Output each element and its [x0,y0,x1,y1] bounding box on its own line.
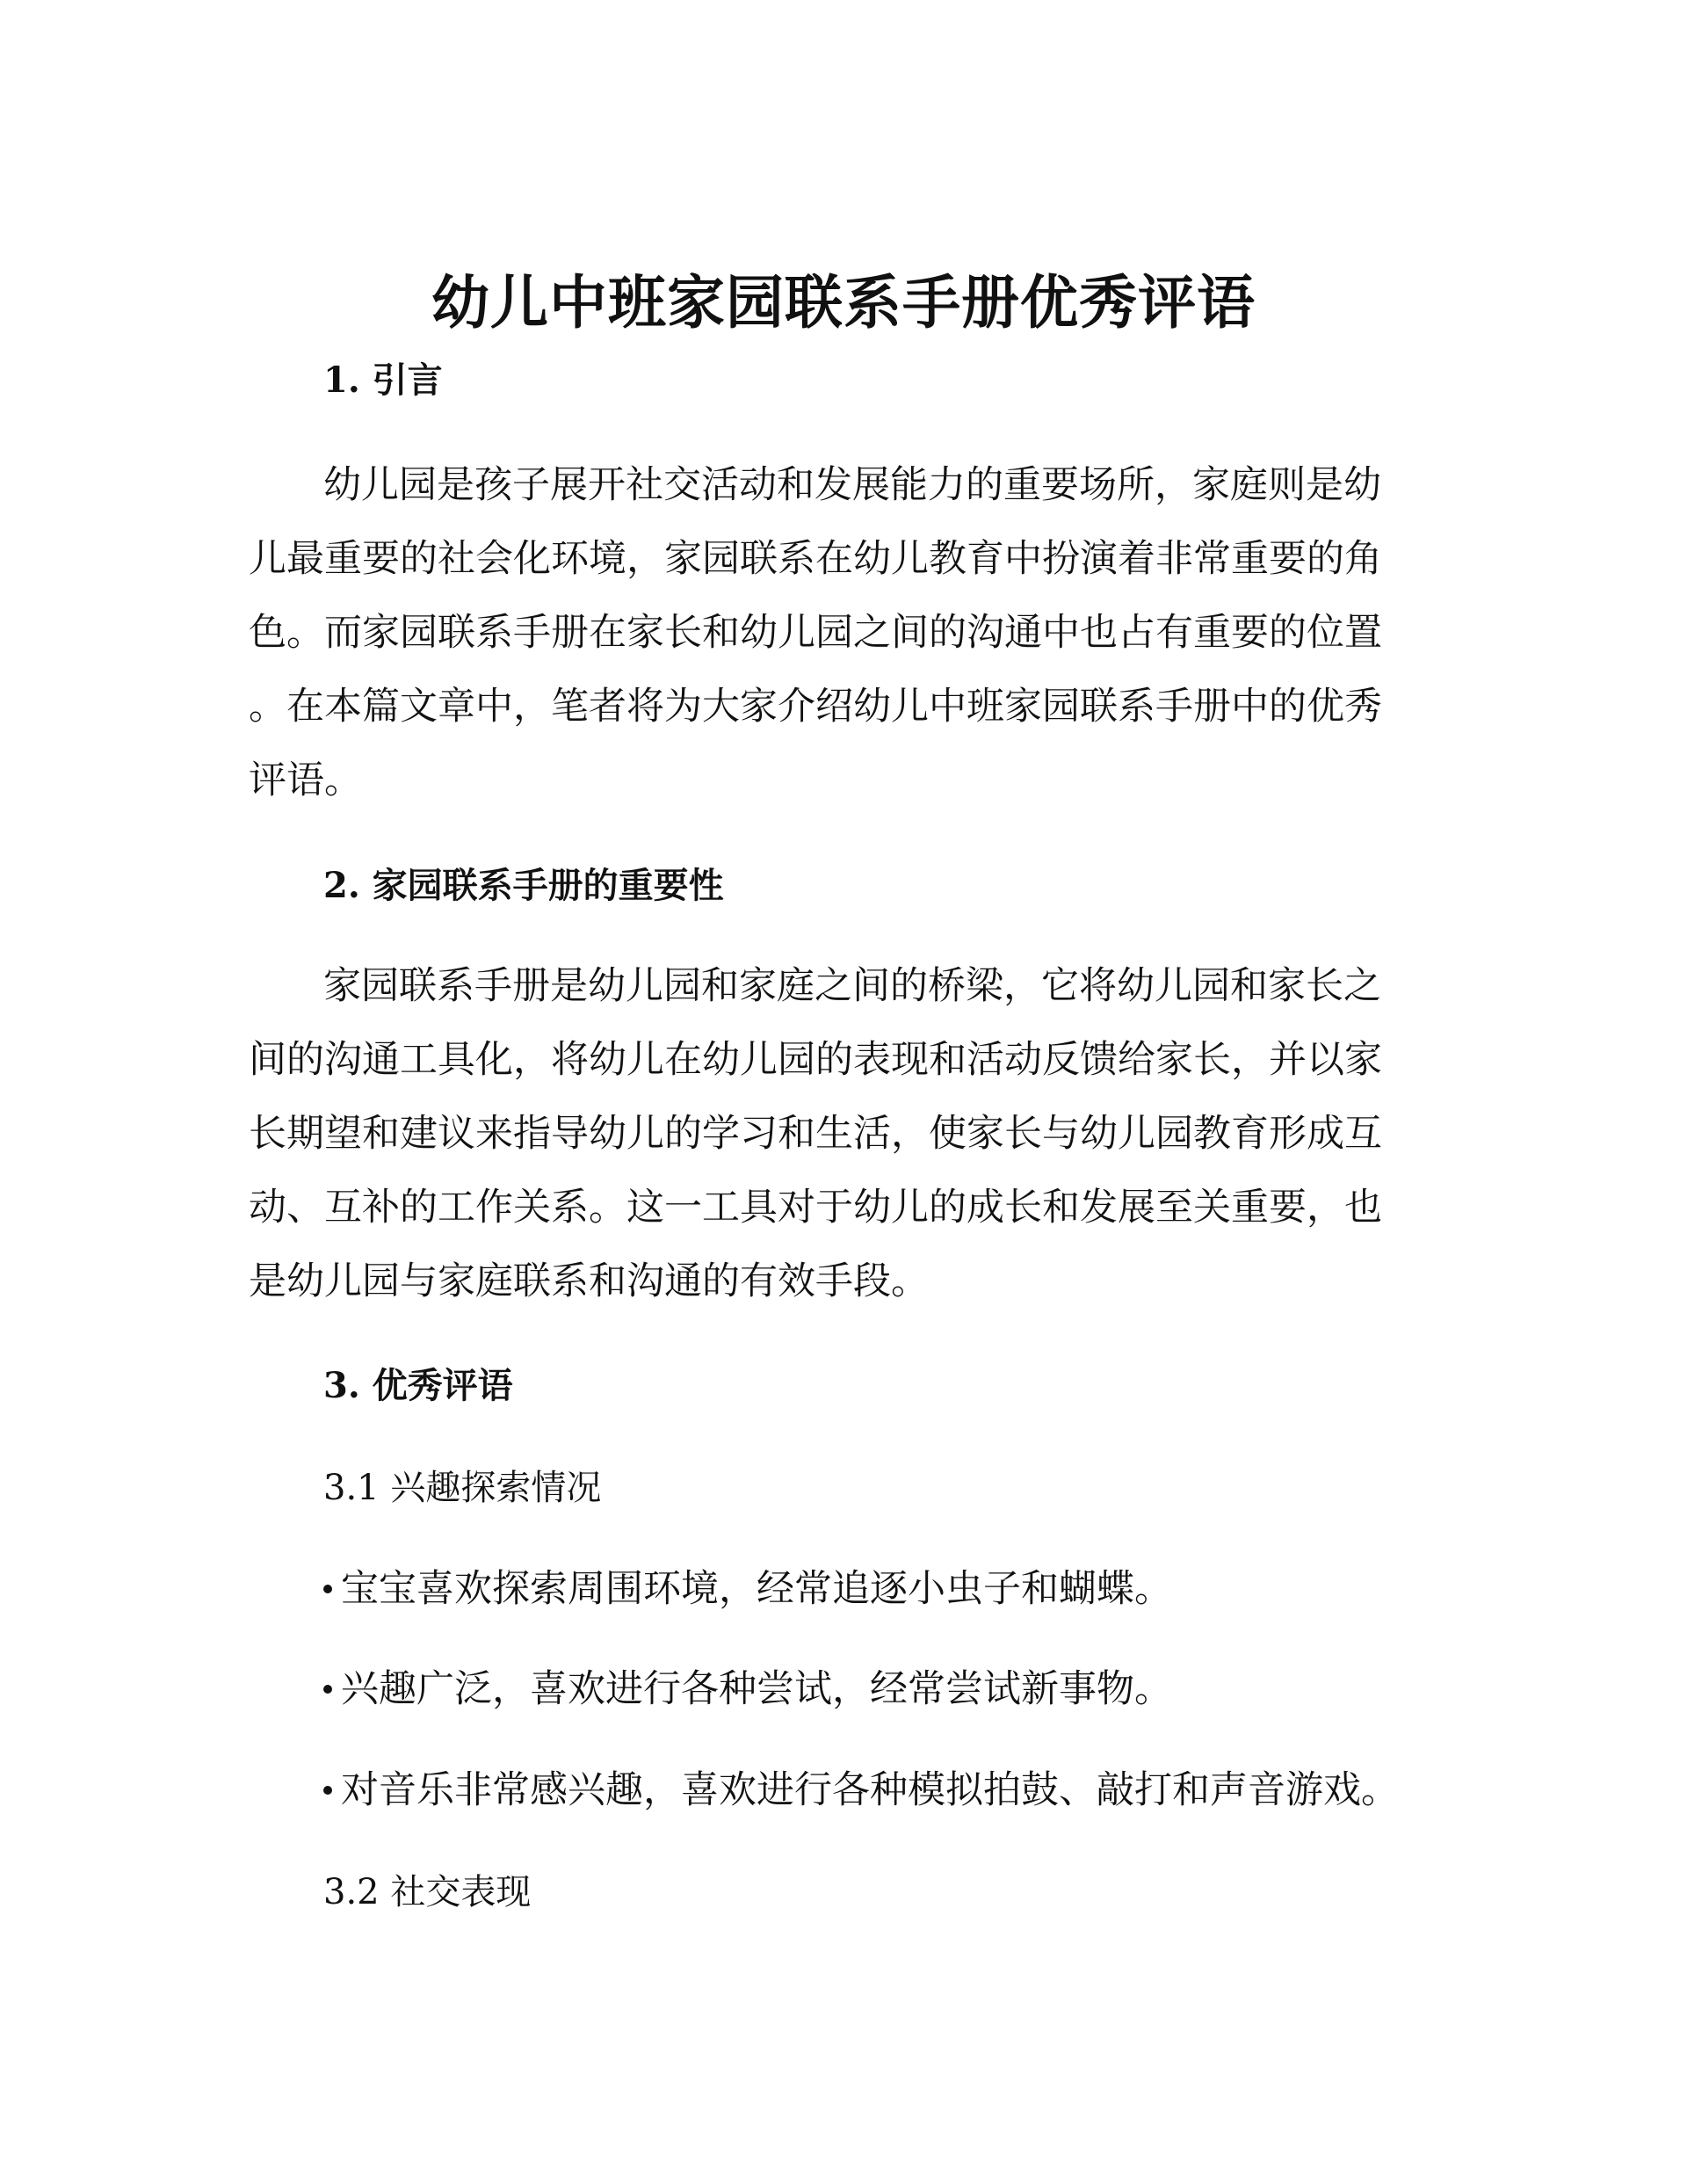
paragraph-line: 家园联系手册是幼儿园和家庭之间的桥梁，它将幼儿园和家长之 [323,964,1381,1008]
subsection-heading-interest: 3.1 兴趣探索情况 [323,1468,602,1508]
bullet-icon [323,1585,332,1593]
list-item [323,1564,1172,1614]
subsection-heading-social: 3.2 社交表现 [323,1872,532,1912]
section-heading-importance: 2. 家园联系手册的重要性 [323,865,724,906]
section-heading-introduction: 1. 引言 [323,359,443,401]
paragraph-line: 色。而家园联系手册在家长和幼儿园之间的沟通中也占有重要的位置 [249,611,1382,655]
paragraph-line: 儿最重要的社会化环境，家园联系在幼儿教育中扮演着非常重要的角 [249,537,1382,581]
paragraph-line: 长期望和建议来指导幼儿的学习和生活，使家长与幼儿园教育形成互 [249,1112,1382,1156]
paragraph-line: 间的沟通工具化，将幼儿在幼儿园的表现和活动反馈给家长，并以家 [249,1038,1382,1082]
bullet-icon [323,1786,332,1795]
paragraph-line: 幼儿园是孩子展开社交活动和发展能力的重要场所，家庭则是幼 [323,463,1381,507]
bullet-icon [323,1685,332,1694]
paragraph-line: 。在本篇文章中，笔者将为大家介绍幼儿中班家园联系手册中的优秀 [249,685,1382,729]
paragraph-line: 动、互补的工作关系。这一工具对于幼儿的成长和发展至关重要，也 [249,1186,1382,1230]
paragraph-line: 评语。 [249,758,362,802]
document-title: 幼儿中班家园联系手册优秀评语 [431,268,1256,337]
list-item [323,1766,1399,1815]
list-item [323,1665,1172,1714]
list-item-text: 兴趣广泛，喜欢进行各种尝试，经常尝试新事物。 [341,1667,1172,1711]
list-item-text: 对音乐非常感兴趣，喜欢进行各种模拟拍鼓、敲打和声音游戏。 [341,1768,1399,1812]
list-item-text: 宝宝喜欢探索周围环境，经常追逐小虫子和蝴蝶。 [341,1567,1172,1611]
paragraph-line: 是幼儿园与家庭联系和沟通的有效手段。 [249,1259,929,1303]
section-heading-excellent-comments: 3. 优秀评语 [323,1365,513,1406]
